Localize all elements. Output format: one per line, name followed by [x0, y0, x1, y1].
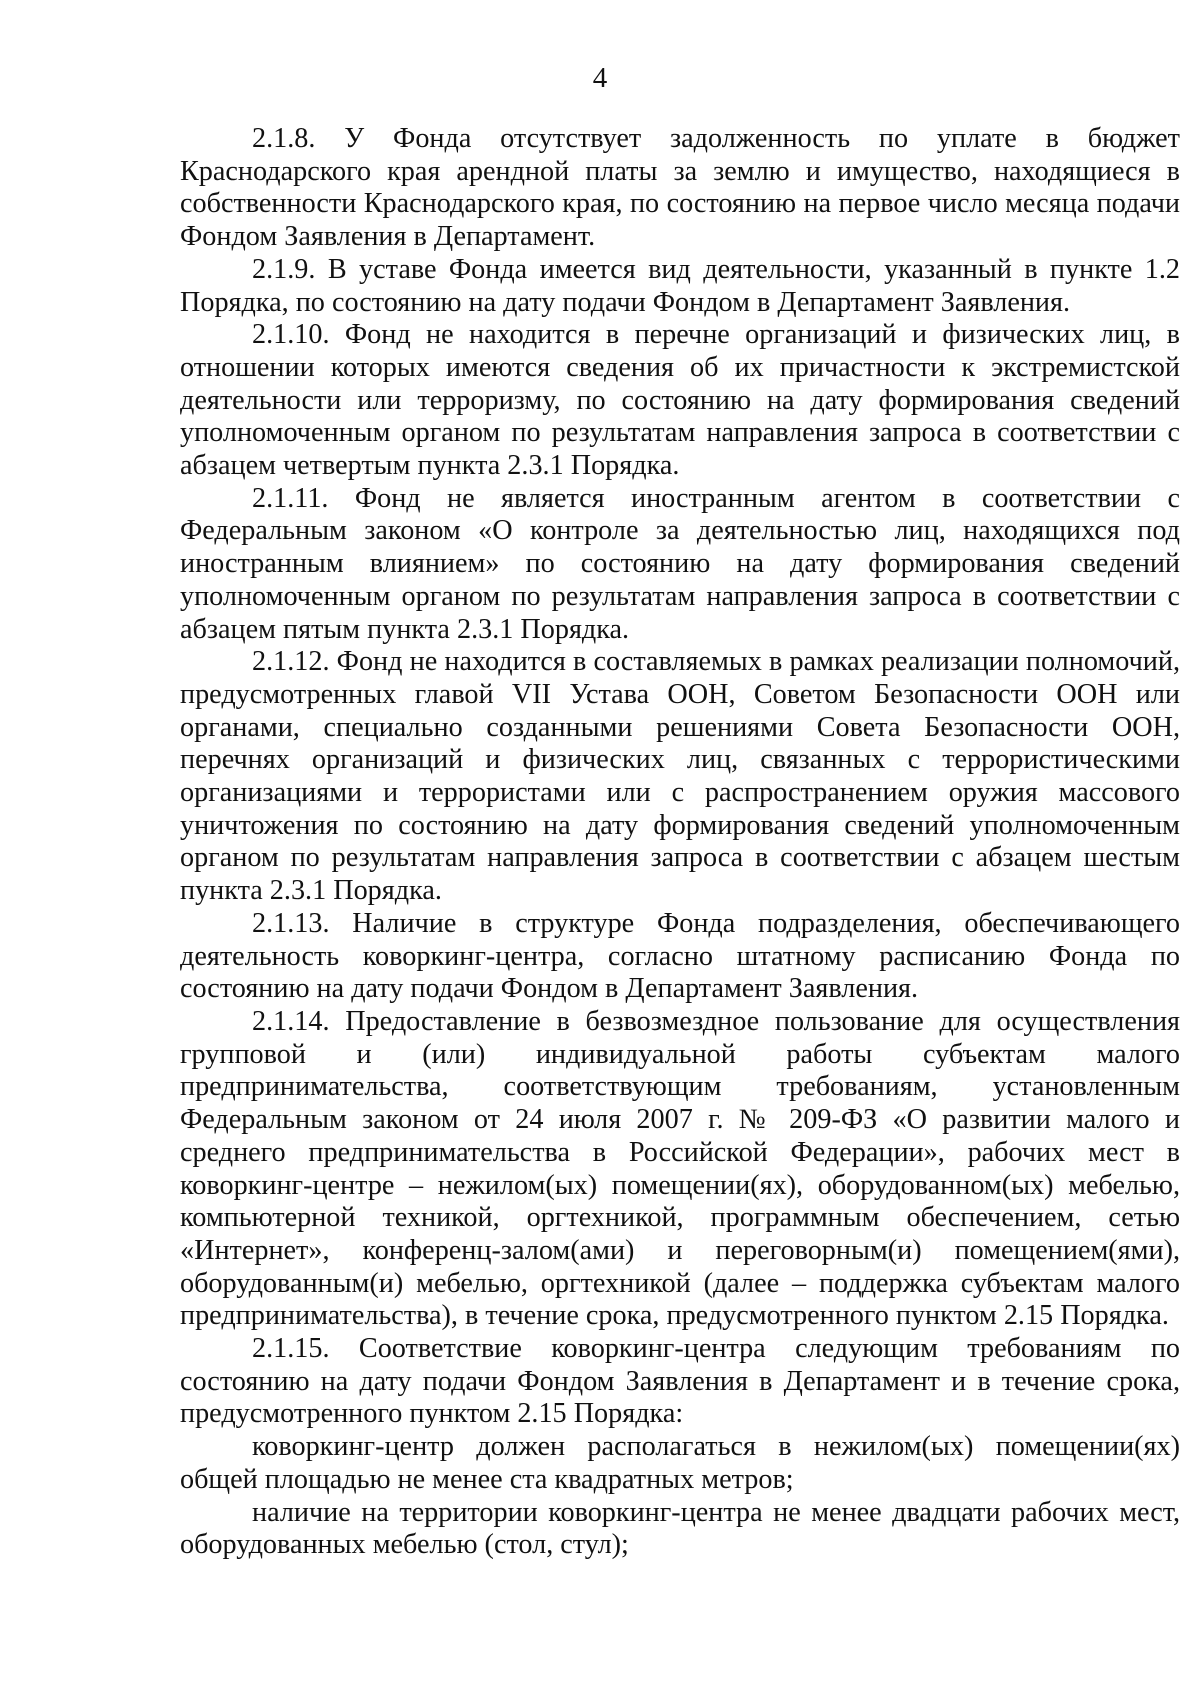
- paragraph-2-1-9: 2.1.9. В уставе Фонда имеется вид деятельности, указанный в пункте 1.2 Порядка, по состоянию на дату подачи Фондом в Департамент Заявления.: [180, 253, 1180, 318]
- paragraph-2-1-12: 2.1.12. Фонд не находится в составляемых в рамках реализации полномочий, предусмотренных главой VII Устава ООН, Советом Безопасности ООН или органами, специально созданными решениями Совета Безопасности ООН, перечнях организаций и физических лиц, связанных с террористическими организациями и террористами или с распространением оружия массового уничтожения по состоянию на дату формирования сведений уполномоченным органом по результатам направления запроса в соответствии с абзацем шестым пункта 2.3.1 Порядка.: [180, 646, 1180, 907]
- document-body: [180, 123, 1180, 1562]
- page-number: 4: [592, 62, 608, 94]
- paragraph-2-1-14: 2.1.14. Предоставление в безвозмездное пользование для осуществления групповой и (или) индивидуальной работы субъектам малого предпринимательства, соответствующим требованиям, установленным Федеральным законом от 24 июля 2007 г. № 209-ФЗ «О развитии малого и среднего предпринимательства в Российской Федерации», рабочих мест в коворкинг-центре – нежилом(ых) помещении(ях), оборудованном(ых) мебелью, компьютерной техникой, оргтехникой, программным обеспечением, сетью «Интернет», конференц-залом(ами) и переговорным(и) помещением(ями), оборудованным(и) мебелью, оргтехникой (далее – поддержка субъектам малого предпринимательства), в течение срока, предусмотренного пунктом 2.15 Порядка.: [180, 1005, 1180, 1332]
- paragraph-2-1-11: 2.1.11. Фонд не является иностранным агентом в соответствии с Федеральным законом «О контроле за деятельностью лиц, находящихся под иностранным влиянием» по состоянию на дату формирования сведений уполномоченным органом по результатам направления запроса в соответствии с абзацем пятым пункта 2.3.1 Порядка.: [180, 482, 1180, 645]
- requirement-area: коворкинг-центр должен располагаться в нежилом(ых) помещении(ях) общей площадью не менее ста квадратных метров;: [180, 1431, 1180, 1495]
- paragraph-2-1-13: 2.1.13. Наличие в структуре Фонда подразделения, обеспечивающего деятельность коворкинг-центра, согласно штатному расписанию Фонда по состоянию на дату подачи Фондом в Департамент Заявления.: [180, 907, 1180, 1005]
- requirement-workplaces: наличие на территории коворкинг-центра не менее двадцати рабочих мест, оборудованных мебелью (стол, стул);: [180, 1496, 1180, 1561]
- paragraph-2-1-15: 2.1.15. Соответствие коворкинг-центра следующим требованиям по состоянию на дату подачи Фондом Заявления в Департамент и в течение срока, предусмотренного пунктом 2.15 Порядка:: [180, 1333, 1180, 1430]
- paragraph-2-1-8: 2.1.8. У Фонда отсутствует задолженность по уплате в бюджет Краснодарского края арендной платы за землю и имущество, находящиеся в собственности Краснодарского края, по состоянию на первое число месяца подачи Фондом Заявления в Департамент.: [180, 123, 1180, 253]
- paragraph-2-1-10: 2.1.10. Фонд не находится в перечне организаций и физических лиц, в отношении которых имеются сведения об их причастности к экстремистской деятельности или терроризму, по состоянию на дату формирования сведений уполномоченным органом по результатам направления запроса в соответствии с абзацем четвертым пункта 2.3.1 Порядка.: [180, 319, 1180, 482]
